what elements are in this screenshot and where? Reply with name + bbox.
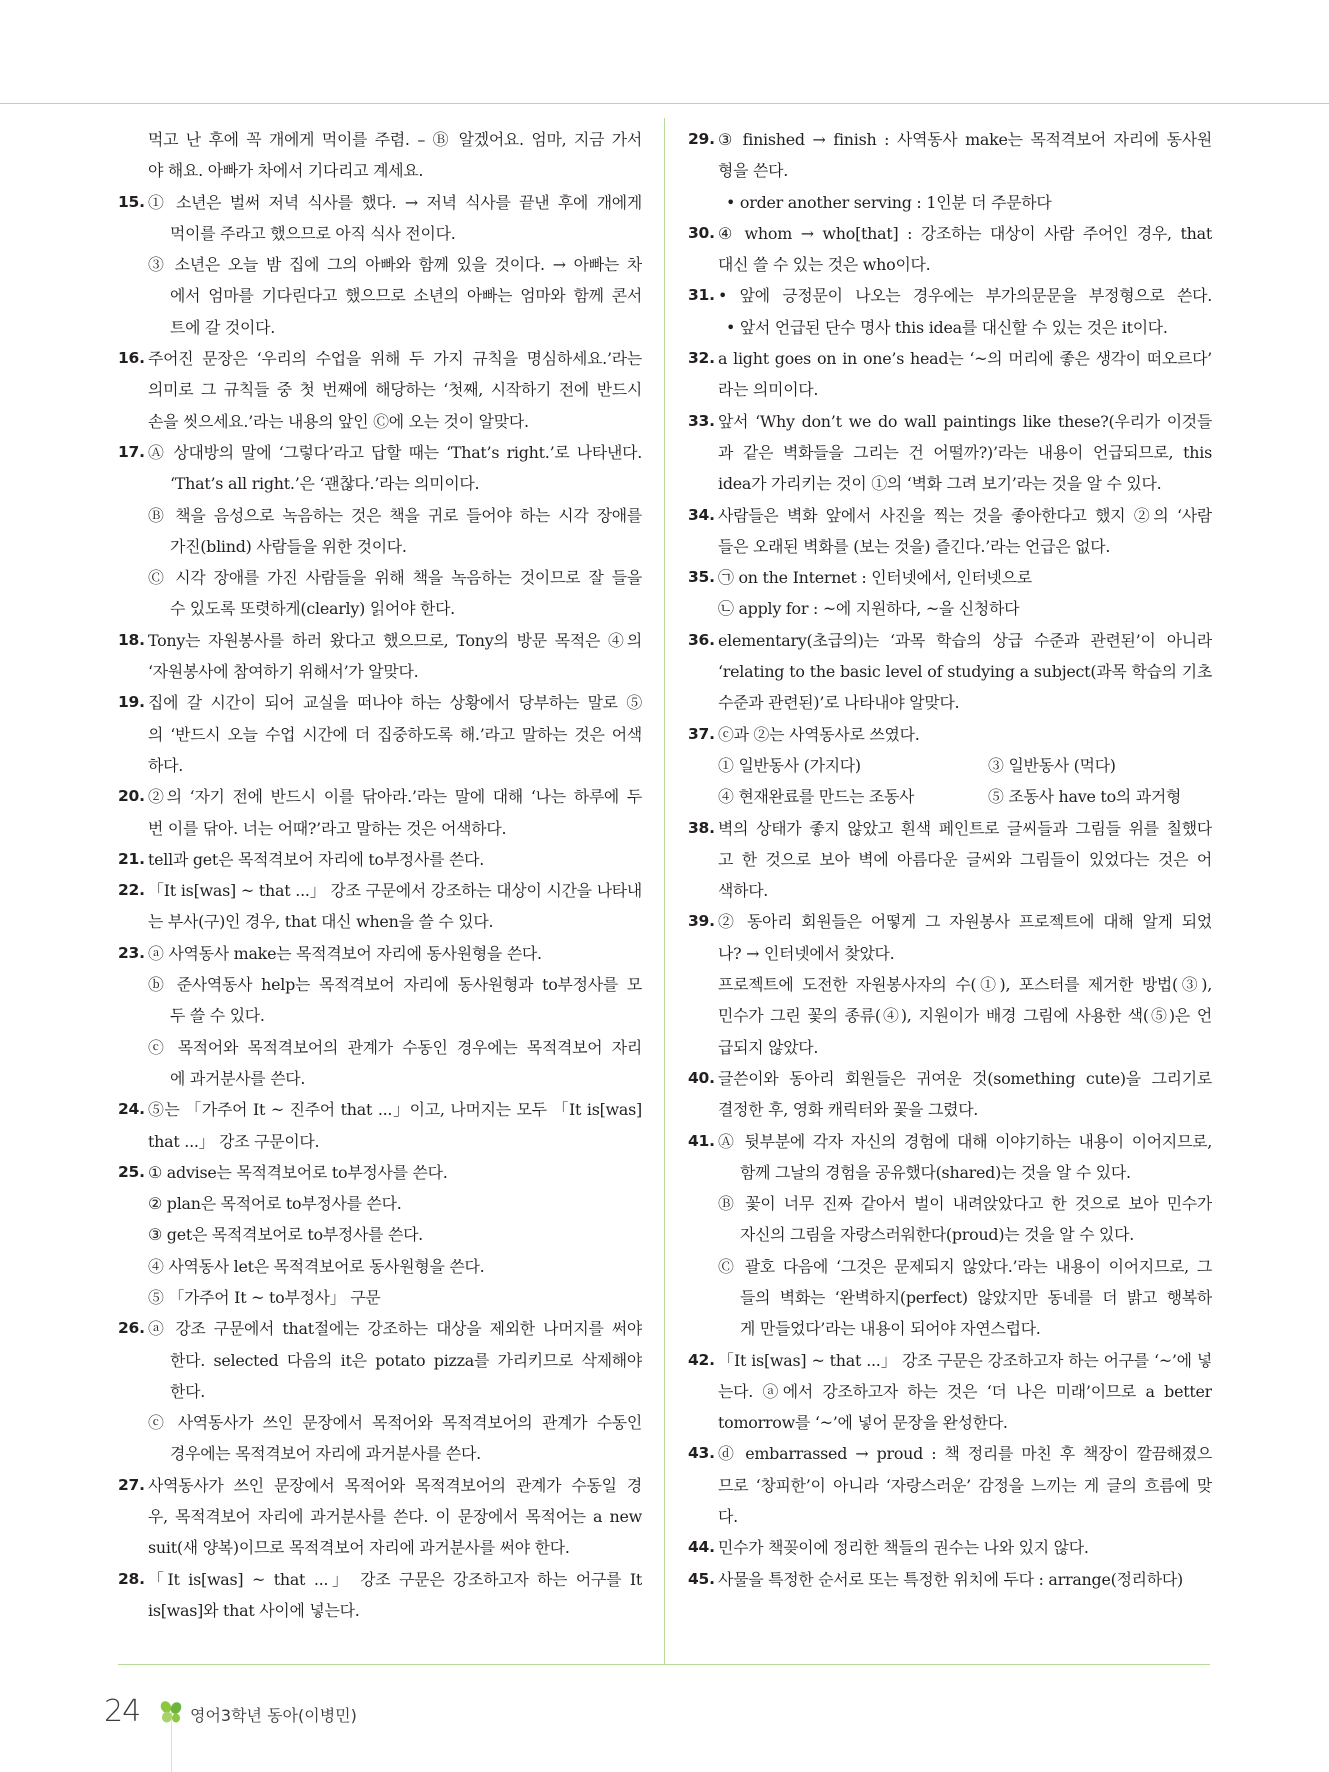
text-line: 프로젝트에 도전한 자원봉사자의 수(①), 포스터를 제거한 방법(③), bbox=[718, 975, 1212, 995]
leaf-icon bbox=[158, 1700, 184, 1724]
text-line: 수준과 관련된)’로 나타내야 알맞다. bbox=[718, 693, 960, 713]
text-line: 우, 목적격보어 자리에 과거분사를 쓴다. 이 문장에서 목적어는 a new bbox=[148, 1507, 642, 1527]
text-line: ③ 소년은 오늘 밤 집에 그의 아빠와 함께 있을 것이다. → 아빠는 차 bbox=[148, 255, 642, 275]
answer-item bbox=[688, 343, 1212, 406]
item-number: 18. bbox=[118, 630, 145, 649]
item-number: 42. bbox=[688, 1350, 715, 1369]
text-line: Ⓐ 상대방의 말에 ‘그렇다’라고 답할 때는 ‘That’s right.’로 나타낸다. bbox=[148, 442, 642, 462]
text-line: 먹이를 주라고 했으므로 아직 식사 전이다. bbox=[170, 223, 456, 243]
answer-item bbox=[688, 1438, 1212, 1532]
item-number: 30. bbox=[688, 223, 715, 242]
text-line: ⓐ 사역동사 make는 목적격보어 자리에 동사원형을 쓴다. bbox=[148, 943, 542, 963]
text-line: 에서 엄마를 기다린다고 했으므로 소년의 아빠는 엄마와 함께 콘서 bbox=[170, 286, 642, 306]
book-title: 영어3학년 동아(이병민) bbox=[190, 1706, 357, 1725]
text-line: ‘relating to the basic level of studying a subject(과목 학습의 기초 bbox=[718, 662, 1212, 682]
item-number: 15. bbox=[118, 192, 145, 211]
text-line: ⓑ 준사역동사 help는 목적격보어 자리에 동사원형과 to부정사를 모 bbox=[148, 975, 642, 995]
text-line: Tony는 자원봉사를 하러 왔다고 했으므로, Tony의 방문 목적은 ④의 bbox=[148, 630, 642, 650]
item-number: 41. bbox=[688, 1131, 715, 1150]
text-line: 집에 갈 시간이 되어 교실을 떠나야 하는 상황에서 당부하는 말로 ⑤ bbox=[148, 693, 642, 713]
item-number: 26. bbox=[118, 1319, 145, 1338]
text-line: 자신의 그림을 자랑스러워한다(proud)는 것을 알 수 있다. bbox=[740, 1225, 1135, 1245]
text-line: 글쓴이와 동아리 회원들은 귀여운 것(something cute)을 그리기로 bbox=[718, 1068, 1212, 1088]
item-number: 25. bbox=[118, 1162, 145, 1181]
text-line: 민수가 그린 꽃의 종류(④), 지원이가 배경 그림에 사용한 색(⑤)은 언 bbox=[718, 1006, 1212, 1026]
footer-rule bbox=[118, 1664, 1210, 1665]
text-line: ㉡ apply for : ~에 지원하다, ~을 신청하다 bbox=[718, 599, 1020, 619]
item-number: 29. bbox=[688, 130, 715, 148]
left-column bbox=[118, 124, 642, 1626]
text-line: 하다. bbox=[148, 755, 184, 775]
right-column bbox=[688, 124, 1212, 1595]
text-line: 손을 씻으세요.’라는 내용의 앞인 Ⓒ에 오는 것이 알맞다. bbox=[148, 411, 529, 431]
text-line: suit(새 양복)이므로 목적격보어 자리에 과거분사를 써야 한다. bbox=[148, 1538, 570, 1558]
item-number: 16. bbox=[118, 349, 145, 368]
text-line: 의 ‘반드시 오늘 수업 시간에 더 집중하도록 해.’라고 말하는 것은 어색 bbox=[148, 724, 642, 744]
text-line: 다. bbox=[718, 1507, 738, 1527]
item-number: 37. bbox=[688, 724, 715, 743]
choice-cell: ④ 현재완료를 만드는 조동사 bbox=[718, 787, 915, 807]
text-line: tomorrow를 ‘~’에 넣어 문장을 완성한다. bbox=[718, 1413, 1008, 1433]
choice-cell: ③ 일반동사 (먹다) bbox=[988, 755, 1116, 775]
text-line: 나? → 인터넷에서 찾았다. bbox=[718, 943, 895, 963]
item-number: 20. bbox=[118, 787, 145, 806]
text-line: 사람들은 벽화 앞에서 사진을 찍는 것을 좋아한다고 했지 ②의 ‘사람 bbox=[718, 505, 1212, 525]
answer-item bbox=[118, 781, 642, 844]
text-line: ⓓ embarrassed → proud : 책 정리를 마친 후 책장이 깔끔해졌으 bbox=[718, 1444, 1212, 1464]
choice-row bbox=[718, 750, 1212, 781]
text-line: 들은 오래된 벽화를 (보는 것을) 즐긴다.’라는 언급은 없다. bbox=[718, 536, 1111, 556]
item-number: 35. bbox=[688, 568, 715, 587]
text-line: that ...」 강조 구문이다. bbox=[148, 1131, 320, 1151]
text-line: ⓐ 강조 구문에서 that절에는 강조하는 대상을 제외한 나머지를 써야 bbox=[148, 1319, 642, 1339]
item-number: 45. bbox=[688, 1569, 715, 1588]
answer-item bbox=[688, 406, 1212, 500]
answer-item bbox=[118, 187, 642, 343]
answer-item bbox=[688, 1532, 1212, 1563]
answer-item bbox=[118, 938, 642, 1094]
text-line: ① advise는 목적격보어로 to부정사를 쓴다. bbox=[148, 1162, 448, 1182]
text-line: ④ 사역동사 let은 목적격보어로 동사원형을 쓴다. bbox=[148, 1256, 485, 1276]
item-number: 31. bbox=[688, 286, 715, 305]
answer-item bbox=[118, 625, 642, 688]
text-line: Ⓑ 꽃이 너무 진짜 같아서 벌이 내려앉았다고 한 것으로 보아 민수가 bbox=[718, 1194, 1212, 1214]
text-line: 먹고 난 후에 꼭 개에게 먹이를 주렴. – Ⓑ 알겠어요. 엄마, 지금 가서 bbox=[148, 130, 642, 149]
text-line: 에 과거분사를 쓴다. bbox=[170, 1068, 306, 1088]
text-line: ‘That’s all right.’은 ‘괜찮다.’라는 의미이다. bbox=[170, 474, 480, 494]
choice-cell: ⑤ 조동사 have to의 과거형 bbox=[988, 787, 1182, 807]
text-line: 번 이를 닦아. 너는 어때?’라고 말하는 것은 어색하다. bbox=[148, 818, 507, 838]
text-line: 결정한 후, 영화 캐릭터와 꽃을 그렸다. bbox=[718, 1100, 979, 1120]
text-line: 고 한 것으로 보아 벽에 아름다운 글씨와 그림들이 있었다는 것은 어 bbox=[718, 849, 1212, 869]
answer-item bbox=[118, 1313, 642, 1469]
text-line: 라는 의미이다. bbox=[718, 380, 819, 400]
text-line: 게 만들었다’라는 내용이 되어야 자연스럽다. bbox=[740, 1319, 1041, 1339]
text-line: 야 해요. 아빠가 차에서 기다리고 계세요. bbox=[148, 161, 424, 181]
answer-item bbox=[688, 719, 1212, 813]
text-line: 「It is[was] ~ that ...」 강조 구문은 강조하고자 하는 어구를 ‘~’에 넣 bbox=[718, 1350, 1212, 1370]
answer-item bbox=[118, 124, 642, 187]
text-line: Ⓑ 책을 음성으로 녹음하는 것은 책을 귀로 들어야 하는 시각 장애를 bbox=[148, 505, 642, 525]
item-number: 33. bbox=[688, 411, 715, 430]
answer-item bbox=[688, 1063, 1212, 1126]
item-number: 28. bbox=[118, 1569, 145, 1588]
answer-item bbox=[688, 1564, 1212, 1595]
text-line: ‘자원봉사에 참여하기 위해서’가 알맞다. bbox=[148, 662, 419, 682]
item-number: 19. bbox=[118, 693, 145, 712]
text-line: 형을 쓴다. bbox=[718, 161, 789, 181]
text-line: tell과 get은 목적격보어 자리에 to부정사를 쓴다. bbox=[148, 849, 485, 869]
text-line: ② 동아리 회원들은 어떻게 그 자원봉사 프로젝트에 대해 알게 되었 bbox=[718, 912, 1212, 932]
item-number: 21. bbox=[118, 849, 145, 868]
item-number: 32. bbox=[688, 349, 715, 368]
text-line: ① 소년은 벌써 저녁 식사를 했다. → 저녁 식사를 끝낸 후에 개에게 bbox=[148, 192, 642, 212]
answer-item bbox=[688, 906, 1212, 1062]
text-line: 급되지 않았다. bbox=[718, 1037, 819, 1057]
column-divider bbox=[664, 118, 665, 1664]
item-number: 24. bbox=[118, 1100, 145, 1119]
item-number: 27. bbox=[118, 1475, 145, 1494]
text-line: ③ get은 목적격보어로 to부정사를 쓴다. bbox=[148, 1225, 423, 1245]
text-line: 과 같은 벽화들을 그리는 건 어떨까?)’라는 내용이 언급되므로, this bbox=[718, 442, 1212, 462]
answer-item bbox=[118, 437, 642, 625]
text-line: Ⓒ 시각 장애를 가진 사람들을 위해 책을 녹음하는 것이므로 잘 들을 bbox=[148, 568, 642, 588]
text-line: ③ finished → finish : 사역동사 make는 목적격보어 자리에 동사원 bbox=[718, 130, 1212, 149]
text-line: 함께 그날의 경험을 공유했다(shared)는 것을 알 수 있다. bbox=[740, 1162, 1131, 1182]
text-line: 들의 벽화는 ‘완벽하지(perfect) 않았지만 동네를 더 밝고 행복하 bbox=[740, 1287, 1212, 1307]
answer-item bbox=[688, 1126, 1212, 1345]
text-line: elementary(초급의)는 ‘과목 학습의 상급 수준과 관련된’이 아니라 bbox=[718, 630, 1212, 650]
item-number: 39. bbox=[688, 912, 715, 931]
item-number: 44. bbox=[688, 1538, 715, 1557]
text-line: 의미로 그 규칙들 중 첫 번째에 해당하는 ‘첫째, 시작하기 전에 반드시 bbox=[148, 380, 642, 400]
text-line: 트에 갈 것이다. bbox=[170, 317, 276, 337]
item-number: 34. bbox=[688, 505, 715, 524]
text-line: • order another serving : 1인분 더 주문하다 bbox=[726, 192, 1052, 212]
text-line: 가진(blind) 사람들을 위한 것이다. bbox=[170, 536, 407, 556]
answer-item bbox=[688, 1345, 1212, 1439]
item-number: 23. bbox=[118, 943, 145, 962]
text-line: 한다. selected 다음의 it은 potato pizza를 가리키므로 삭제해야 bbox=[170, 1350, 642, 1370]
text-line: ④ whom → who[that] : 강조하는 대상이 사람 주어인 경우, that bbox=[718, 223, 1212, 243]
answer-item bbox=[688, 280, 1212, 343]
answer-item bbox=[118, 1470, 642, 1564]
text-line: ⓒ과 ②는 사역동사로 쓰였다. bbox=[718, 724, 920, 744]
text-line: • 앞에 긍정문이 나오는 경우에는 부가의문문을 부정형으로 쓴다. bbox=[718, 286, 1212, 306]
page-number: 24 bbox=[104, 1694, 141, 1729]
choice-row bbox=[718, 781, 1212, 812]
answer-item bbox=[688, 124, 1212, 218]
text-line: idea가 가리키는 것이 ①의 ‘벽화 그려 보기’라는 것을 알 수 있다. bbox=[718, 474, 1162, 494]
choice-cell: ① 일반동사 (가지다) bbox=[718, 755, 861, 775]
text-line: Ⓒ 괄호 다음에 ‘그것은 문제되지 않았다.’라는 내용이 이어지므로, 그 bbox=[718, 1256, 1212, 1276]
answer-item bbox=[118, 1157, 642, 1313]
header-rule bbox=[0, 103, 1329, 104]
answer-item bbox=[688, 562, 1212, 625]
text-line: ② plan은 목적어로 to부정사를 쓴다. bbox=[148, 1194, 402, 1214]
text-line: 색하다. bbox=[718, 881, 769, 901]
text-line: 벽의 상태가 좋지 않았고 흰색 페인트로 글씨들과 그림들 위를 칠했다 bbox=[718, 818, 1212, 838]
text-line: 앞서 ‘Why don’t we do wall paintings like these?(우리가 이것들 bbox=[718, 411, 1212, 431]
text-line: ⓒ 목적어와 목적격보어의 관계가 수동인 경우에는 목적격보어 자리 bbox=[148, 1037, 642, 1057]
answer-item bbox=[688, 813, 1212, 907]
text-line: 수 있도록 또렷하게(clearly) 읽어야 한다. bbox=[170, 599, 455, 619]
answer-item bbox=[118, 1094, 642, 1157]
text-line: 사물을 특정한 순서로 또는 특정한 위치에 두다 : arrange(정리하다) bbox=[718, 1569, 1183, 1589]
text-line: a light goes on in one’s head는 ‘~의 머리에 좋은 생각이 떠오르다’ bbox=[718, 349, 1212, 369]
answer-item bbox=[688, 218, 1212, 281]
answer-item bbox=[118, 875, 642, 938]
text-line: 대신 쓸 수 있는 것은 who이다. bbox=[718, 255, 931, 275]
item-number: 38. bbox=[688, 818, 715, 837]
text-line: ㉠ on the Internet : 인터넷에서, 인터넷으로 bbox=[718, 568, 1032, 588]
text-line: 「It is[was] ~ that ...」 강조 구문에서 강조하는 대상이 시간을 나타내 bbox=[148, 881, 642, 901]
text-line: ⓒ 사역동사가 쓰인 문장에서 목적어와 목적격보어의 관계가 수동인 bbox=[148, 1413, 642, 1433]
answer-item bbox=[118, 687, 642, 781]
item-number: 43. bbox=[688, 1444, 715, 1463]
text-line: 한다. bbox=[170, 1381, 206, 1401]
text-line: is[was]와 that 사이에 넣는다. bbox=[148, 1600, 360, 1620]
text-line: 두 쓸 수 있다. bbox=[170, 1006, 265, 1026]
answer-item bbox=[688, 625, 1212, 719]
answer-item bbox=[118, 844, 642, 875]
text-line: • 앞서 언급된 단수 명사 this idea를 대신할 수 있는 것은 it이다. bbox=[726, 317, 1168, 337]
answer-item bbox=[118, 343, 642, 437]
item-number: 36. bbox=[688, 630, 715, 649]
text-line: 경우에는 목적격보어 자리에 과거분사를 쓴다. bbox=[170, 1444, 481, 1464]
text-line: 사역동사가 쓰인 문장에서 목적어와 목적격보어의 관계가 수동일 경 bbox=[148, 1475, 642, 1495]
text-line: ②의 ‘자기 전에 반드시 이를 닦아라.’라는 말에 대해 ‘나는 하루에 두 bbox=[148, 787, 642, 807]
text-line: 주어진 문장은 ‘우리의 수업을 위해 두 가지 규칙을 명심하세요.’라는 bbox=[148, 349, 642, 369]
answer-item bbox=[688, 500, 1212, 563]
text-line: 므로 ‘창피한’이 아니라 ‘자랑스러운’ 감정을 느끼는 게 글의 흐름에 맞 bbox=[718, 1475, 1212, 1495]
answer-item bbox=[118, 1564, 642, 1627]
text-line: ⑤ 「가주어 It ~ to부정사」 구문 bbox=[148, 1287, 381, 1307]
text-line: 는다. ⓐ에서 강조하고자 하는 것은 ‘더 나은 미래’이므로 a better bbox=[718, 1381, 1212, 1401]
item-number: 22. bbox=[118, 881, 145, 900]
text-line: ⑤는 「가주어 It ~ 진주어 that ...」이고, 나머지는 모두 「It is[was] bbox=[148, 1100, 642, 1120]
text-line: 「It is[was] ~ that ...」 강조 구문은 강조하고자 하는 어구를 It bbox=[148, 1569, 642, 1589]
text-line: 민수가 책꽂이에 정리한 책들의 권수는 나와 있지 않다. bbox=[718, 1538, 1089, 1558]
text-line: Ⓐ 뒷부분에 각자 자신의 경험에 대해 이야기하는 내용이 이어지므로, bbox=[718, 1131, 1212, 1151]
item-number: 40. bbox=[688, 1068, 715, 1087]
item-number: 17. bbox=[118, 442, 145, 461]
text-line: 는 부사(구)인 경우, that 대신 when을 쓸 수 있다. bbox=[148, 912, 494, 932]
